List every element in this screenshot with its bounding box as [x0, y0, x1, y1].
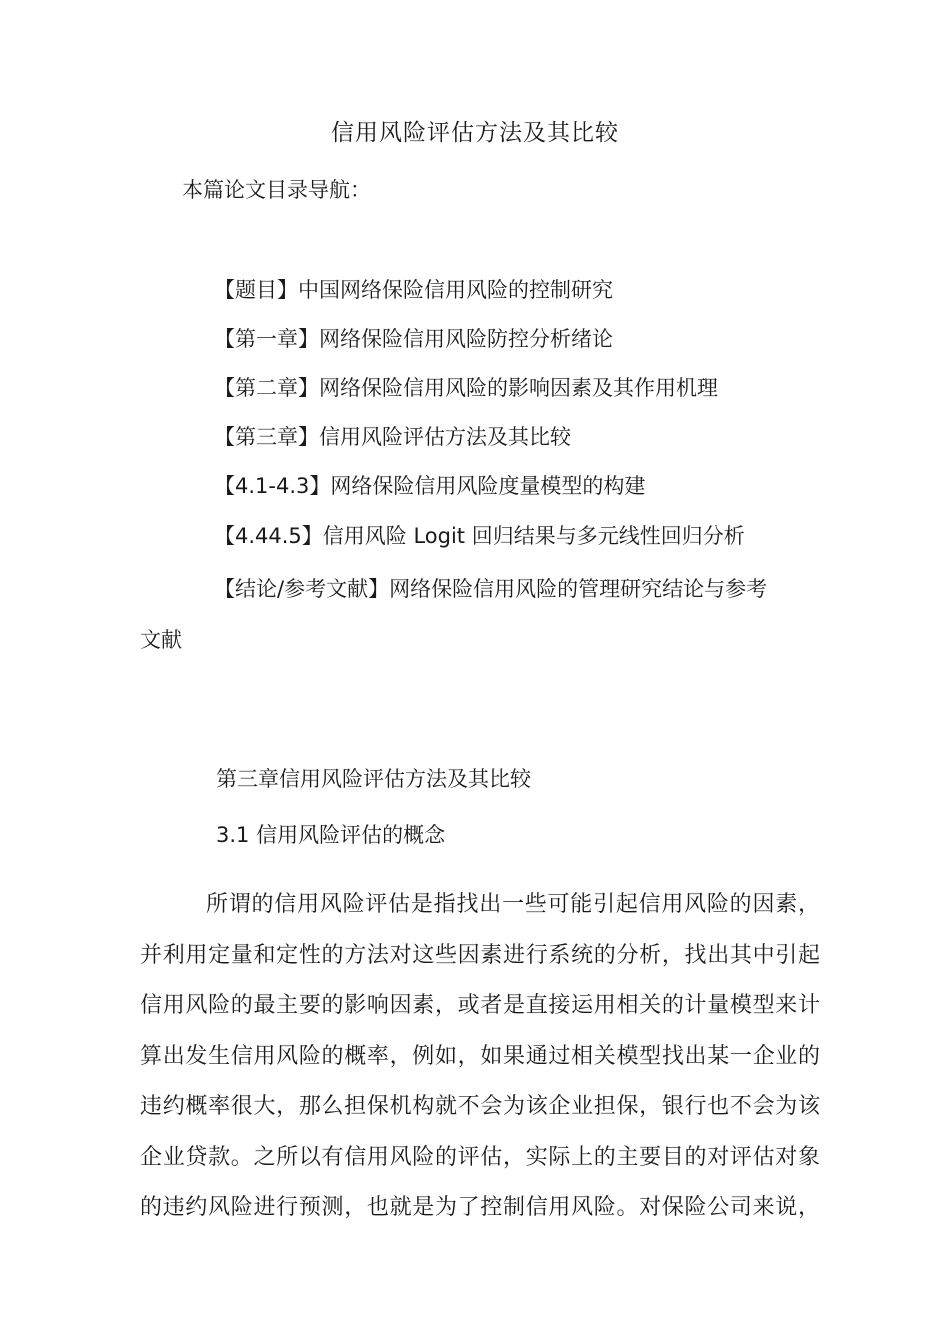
document-title: 信用风险评估方法及其比较 — [331, 120, 619, 146]
body-line: 信用风险的最主要的影响因素，或者是直接运用相关的计量模型来计 — [140, 993, 820, 1018]
toc-item-4-4-4-5[interactable]: 【4.44.5】信用风险 Logit 回归结果与多元线性回归分析 — [214, 524, 745, 548]
toc-item-4-1-4-3[interactable]: 【4.1-4.3】网络保险信用风险度量模型的构建 — [214, 474, 646, 498]
toc-item-conclusion-references[interactable]: 【结论/参考文献】网络保险信用风险的管理研究结论与参考 — [214, 577, 768, 601]
body-line: 企业贷款。之所以有信用风险的评估，实际上的主要目的对评估对象 — [140, 1144, 820, 1170]
toc-item-conclusion-references-continued[interactable]: 文献 — [140, 628, 182, 652]
body-line: 并利用定量和定性的方法对这些因素进行系统的分析，找出其中引起 — [140, 942, 820, 968]
toc-item-chapter-2[interactable]: 【第二章】网络保险信用风险的影响因素及其作用机理 — [214, 376, 718, 400]
toc-item-title[interactable]: 【题目】中国网络保险信用风险的控制研究 — [214, 278, 613, 302]
body-line: 违约概率很大，那么担保机构就不会为该企业担保，银行也不会为该 — [140, 1094, 820, 1119]
body-line: 的违约风险进行预测，也就是为了控制信用风险。对保险公司来说， — [140, 1195, 820, 1220]
chapter-heading: 第三章信用风险评估方法及其比较 — [216, 767, 531, 791]
toc-item-chapter-3[interactable]: 【第三章】信用风险评估方法及其比较 — [214, 425, 571, 449]
toc-navigation-heading: 本篇论文目录导航： — [182, 178, 371, 202]
section-heading: 3.1 信用风险评估的概念 — [216, 823, 446, 847]
toc-item-chapter-1[interactable]: 【第一章】网络保险信用风险防控分析绪论 — [214, 327, 613, 351]
body-line: 算出发生信用风险的概率，例如，如果通过相关模型找出某一企业的 — [140, 1043, 820, 1069]
body-paragraph — [140, 880, 820, 1234]
body-line: 所谓的信用风险评估是指找出一些可能引起信用风险的因素， — [206, 892, 820, 917]
